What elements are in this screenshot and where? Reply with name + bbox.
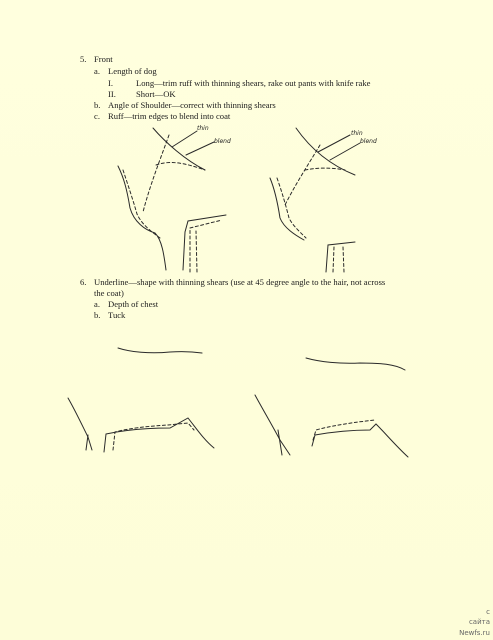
front-leg-right [255, 395, 290, 455]
item-6a-text: Depth of chest [108, 299, 159, 309]
item-5a-ii-text: Short—OK [136, 89, 176, 99]
chest-line-left [118, 166, 166, 270]
front-sketch-left [118, 125, 231, 272]
section-6-number: 6. [80, 277, 87, 287]
shoulder-dashed-right [285, 145, 320, 205]
blend-pointer-left [186, 142, 214, 155]
ruff-outline-left [153, 128, 205, 170]
underline-sketch-left [68, 348, 214, 452]
item-5a-i-marker: I. [108, 78, 114, 88]
watermark-line-3: Newfs.ru [459, 629, 490, 637]
watermark-line-1: с [486, 608, 490, 616]
blend-label-right: blend [360, 138, 377, 145]
backline-left [118, 348, 202, 353]
item-5b-text: Angle of Shoulder—correct with thinning shears [108, 100, 276, 110]
item-5a-i-text: Long—trim ruff with thinning shears, rake out pants with knife rake [136, 78, 371, 88]
front-leg-inner-left [86, 435, 88, 450]
shoulder-dashed-left [143, 135, 169, 212]
item-6a-marker: a. [94, 299, 100, 309]
item-5a-text: Length of dog [108, 66, 157, 76]
item-5b-marker: b. [94, 100, 101, 110]
item-5c-marker: c. [94, 111, 100, 121]
underline-solid-left [104, 418, 214, 452]
thin-label-left: thin [197, 125, 209, 132]
thin-pointer-right [318, 135, 350, 152]
leg-outline-left [183, 215, 226, 270]
thin-pointer-left [172, 131, 197, 147]
thin-label-right: thin [351, 130, 363, 137]
leg-dashed-a-left [190, 220, 222, 272]
chest-dashed-left [123, 170, 160, 238]
leg-dashed-b-right [343, 247, 344, 272]
front-sketch-right [270, 128, 377, 272]
blend-label-left: blend [214, 138, 231, 145]
front-leg-left [68, 398, 92, 450]
item-5c-text: Ruff—trim edges to blend into coat [108, 111, 231, 121]
section-6-heading-continued: the coat) [94, 288, 124, 298]
blend-pointer-right [330, 143, 360, 160]
item-5a-marker: a. [94, 66, 100, 76]
backline-right [306, 358, 405, 370]
watermark-line-2: сайта [468, 618, 490, 626]
section-6-title: Underline—shape with thinning shears (use at 45 degree angle to the hair, not across [94, 277, 386, 287]
leg-dashed-a-right [333, 247, 334, 272]
shoulder-dashed-inner-right [305, 168, 345, 170]
ruff-outline-right [296, 128, 355, 175]
underline-dashed-left [113, 423, 194, 450]
underline-sketch-right [255, 358, 408, 457]
item-6b-marker: b. [94, 310, 101, 320]
underline-solid-right [312, 424, 408, 457]
section-5-number: 5. [80, 54, 87, 64]
item-5a-ii-marker: II. [108, 89, 116, 99]
item-6b-text: Tuck [108, 310, 126, 320]
section-5-title: Front [94, 54, 113, 64]
leg-outline-right [326, 242, 355, 272]
leg-dashed-b-left [196, 231, 197, 272]
chest-dashed-right [277, 178, 306, 238]
